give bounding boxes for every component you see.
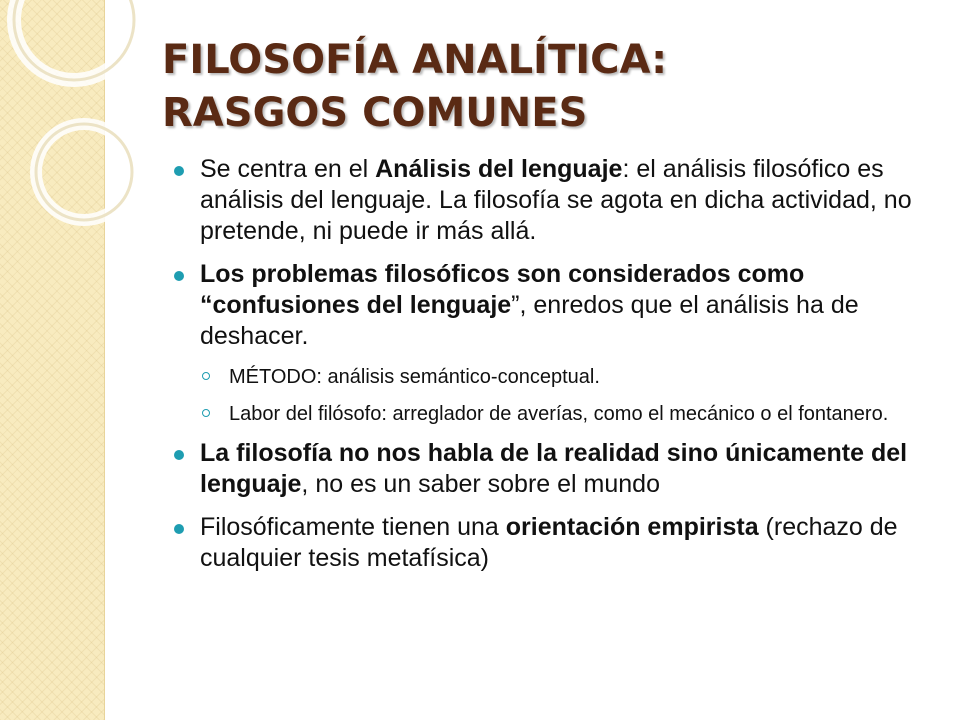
bullet-text: , no es un saber sobre el mundo [301,470,660,498]
bullet-bold-text: Análisis del lenguaje [375,155,623,183]
slide-title-line-2: RASGOS COMUNES [162,90,588,136]
bullet-bold-text: orientación empirista [505,513,759,541]
bullet-text: Se centra en el [200,155,376,183]
bullet-bold-text: Los problemas filosóficos son considerados como “confusiones del lenguaje [200,260,805,319]
bullet-dot-icon [174,166,184,176]
slide-title-line-1: FILOSOFÍA ANALÍTICA: [162,37,668,83]
sub-bullet-ring-icon [202,409,210,417]
bullet-bold-text: La filosofía no nos habla de la realidad sino únicamente del lenguaje [200,439,908,498]
bullet-item [172,512,932,574]
bullet-dot-icon [174,271,184,281]
sub-bullet-ring-icon [202,372,210,380]
bullet-item [172,154,932,247]
bullet-text: Filosóficamente tienen una [200,513,506,541]
bullet-dot-icon [174,450,184,460]
bullet-item [172,438,932,500]
bullet-text: : el análisis filosófico es análisis del lenguaje. La filosofía se agota en dicha actividad, no pretende, ni puede ir más allá. [200,155,912,245]
bullet-dot-icon [174,524,184,534]
bullet-text: ”, enredos que el análisis ha de deshacer. [200,291,859,350]
bullet-item [172,259,932,352]
bullet-list [172,154,932,586]
slide-title [162,34,942,140]
sub-bullet-text: Labor del filósofo: arreglador de averías, como el mecánico o el fontanero. [229,403,889,425]
sub-bullet-text: MÉTODO: análisis semántico-conceptual. [229,366,600,388]
decorative-side-band [0,0,105,720]
bullet-text: (rechazo de cualquier tesis metafísica) [200,513,898,572]
sub-bullet-item [200,401,932,427]
sub-bullet-item [200,364,932,390]
